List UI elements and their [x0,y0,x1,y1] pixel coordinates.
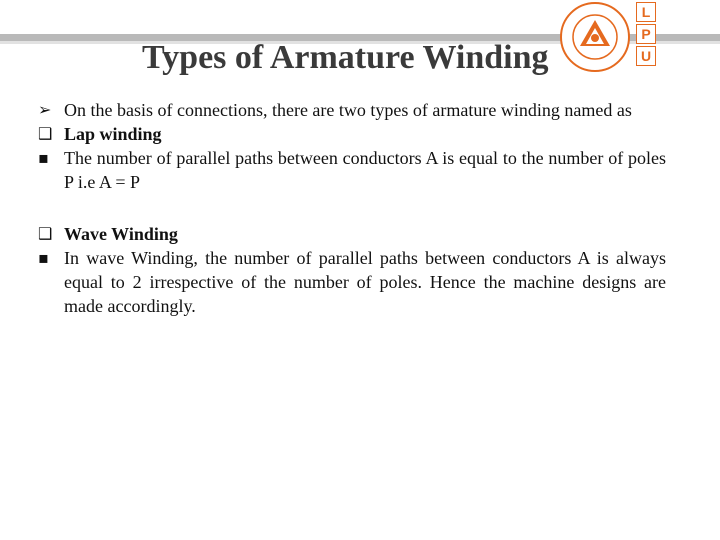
logo-letter-p: P [636,24,656,44]
checkbox-bullet-icon: ❑ [38,224,53,243]
lap-winding-heading: Lap winding [64,124,162,144]
slide-content [38,98,666,318]
intro-text: On the basis of connections, there are two types of armature winding named as [64,100,632,120]
square-bullet-icon: ▪ [38,248,49,267]
wave-winding-heading: Wave Winding [64,224,178,244]
arrow-bullet-icon: ➢ [38,100,52,119]
section-description-item [38,246,666,318]
section-heading-item [38,222,666,246]
checkbox-bullet-icon: ❑ [38,124,53,143]
section-heading-item [38,122,666,146]
square-bullet-icon: ▪ [38,148,49,167]
section-description-item [38,146,666,194]
lap-winding-description: The number of parallel paths between conductors A is equal to the number of poles P i.e A = P [64,148,666,192]
lpu-logo [636,2,656,66]
wave-winding-description: In wave Winding, the number of parallel paths between conductors A is always equal to 2 irrespective of the number of poles. Hence the machine designs are made accordingly. [64,248,666,316]
intro-item [38,98,666,122]
logo-letter-u: U [636,46,656,66]
slide-title: Types of Armature Winding [142,39,549,76]
university-seal-icon [558,0,632,74]
logo-letter-l: L [636,2,656,22]
spacer [38,194,666,222]
